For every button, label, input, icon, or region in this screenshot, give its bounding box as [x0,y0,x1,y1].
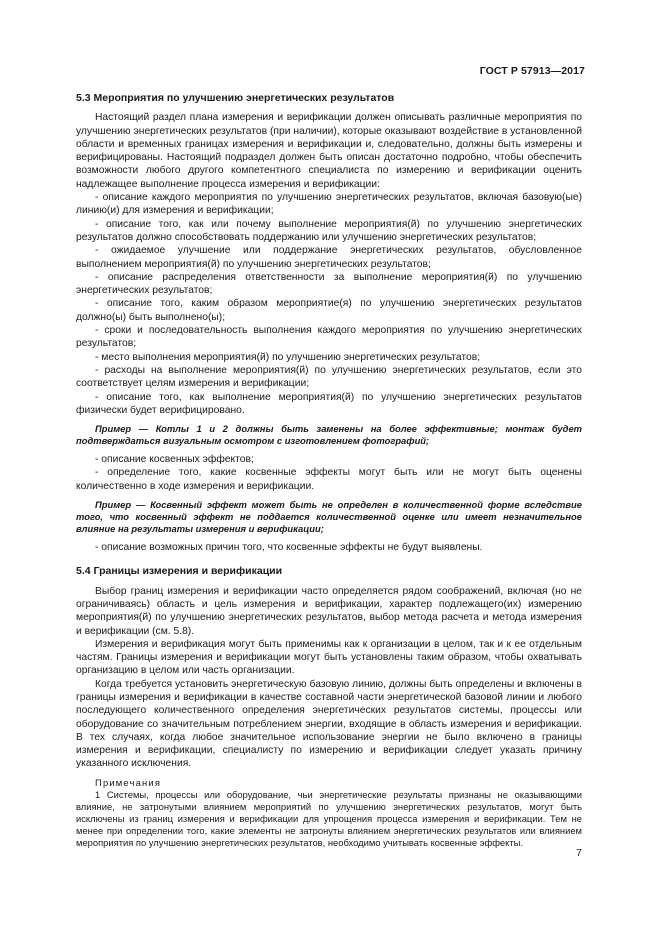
list-item: - описание того, как выполнение мероприятия(й) по улучшению энергетических результатов физически будет верифицировано. [76,391,582,416]
document-code: ГОСТ Р 57913—2017 [479,65,585,77]
example-text: Косвенный эффект может быть не определен в количественной форме вследствие того, что косвенный эффект не поддается количественной оценке или имеет незначительное влияние на результаты измерения и верификации; [76,499,582,535]
example-1 [76,423,582,447]
list-item: - описание того, как или почему выполнение мероприятия(й) по улучшению энергетических результатов должно способствовать поддержанию или улучшению энергетических результатов; [76,218,582,243]
example-label: Пример — [95,499,146,511]
example-text: Котлы 1 и 2 должны быть заменены на более эффективные; монтаж будет подтверждаться визуальным осмотром с изготовлением фотографий; [76,423,582,447]
section-5-3-intro: Настоящий раздел плана измерения и верификации должен описывать различные мероприятия по улучшению энергетических результатов (при наличии), которые оказывают воздействие в установленной области и временных границах измерения и верификации и, следовательно, должны быть измерены и верифицированы. Настоящий подраздел должен быть описан достаточно подробно, чтобы обеспечить возможности любого другого компетентного специалиста по измерению и верификации оценить надлежащее выполнение процесса измерения и верификации: [76,112,582,190]
list-item: - описание каждого мероприятия по улучшению энергетических результатов, включая базовую(ые) линию(и) для измерения и верификации; [76,192,582,217]
example-label: Пример — [95,423,149,435]
list-item: - описание возможных причин того, что косвенные эффекты не будут выявлены. [95,542,483,554]
example-2 [76,499,582,535]
list-item: - описание косвенных эффектов; [95,454,254,466]
section-heading-5-3: 5.3 Мероприятия по улучшению энергетических результатов [76,92,395,104]
list-item: - описание распределения ответственности за выполнение мероприятия(й) по улучшению энергетических результатов; [76,271,582,297]
page-content [76,92,582,849]
list-item: - расходы на выполнение мероприятия(й) по улучшению энергетических результатов, если это соответствует целям измерения и верификации; [76,364,582,390]
page-number: 7 [576,847,582,859]
list-item: - место выполнения мероприятия(й) по улучшению энергетических результатов; [95,351,481,363]
section-heading-5-4: 5.4 Границы измерения и верификации [76,565,283,578]
paragraph: Выбор границ измерения и верификации часто определяется рядом соображений, включая (но не ограничиваясь) область и цель измерения и верификации, характер подлежащего(их) измерению мероприятия(й) по улучшению энергетических результатов, выбор метода расчета и метода измерения и верификации (см. 5.8). [76,585,582,637]
list-item: - описание того, каким образом мероприятие(я) по улучшению энергетических результатов должно(ы) быть выполнено(ы); [76,298,582,323]
paragraph: Измерения и верификация могут быть применимы как к организации в целом, так и к ее отдельным частям. Границы измерения и верификации могут быть установлены таким образом, чтобы охватывать организацию в целом или часть организации. [76,638,582,677]
list-item: - определение того, какие косвенные эффекты могут быть или не могут быть оценены количественно в ходе измерения и верификации. [76,467,582,492]
paragraph: Когда требуется установить энергетическую базовую линию, должны быть определены и включены в границы измерения и верификации в качестве составной части энергетической базовой линии и любого последующего количественного определения энергетических результатов системы, процессы или оборудование со значительным потреблением энергии, входящие в область измерения и верификации. В тех случаях, когда любое значительное использование энергии не было включено в границы измерения и верификации, специалисту по измерению и верификации следует указать причину указанного исключения. [76,678,582,770]
note-item: 1 Системы, процессы или оборудование, чьи энергетические результаты признаны не оказывающими влияние, не затронутыми влиянием мероприятий по улучшению энергетических результатов, могут быть исключены из границ измерения и верификации для упрощения процесса измерения и верификации. Тем не менее при определении того, какие элементы не затронуты влиянием энергетических результатов или влиянием мероприятия по улучшению энергетических результатов, необходимо учитывать косвенные эффекты. [76,788,582,848]
list-item: - сроки и последовательность выполнения каждого мероприятия по улучшению энергетических результатов; [76,325,582,350]
notes-title: Примечания [95,776,162,788]
list-item: - ожидаемое улучшение или поддержание энергетических результатов, обусловленное выполнением мероприятия(й) по улучшению энергетических результатов; [76,245,582,270]
